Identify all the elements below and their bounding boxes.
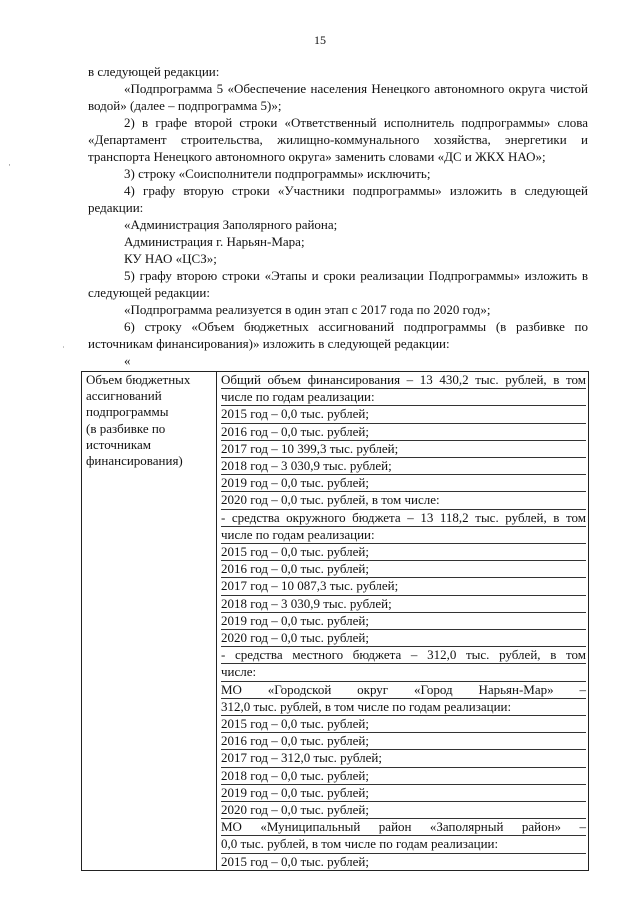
value-line: 2019 год – 0,0 тыс. рублей;	[221, 613, 586, 630]
value-line: 2020 год – 0,0 тыс. рублей, в том числе:	[221, 492, 586, 509]
value-line: 2019 год – 0,0 тыс. рублей;	[221, 785, 586, 802]
value-line: 2018 год – 3 030,9 тыс. рублей;	[221, 596, 586, 613]
label-line: финансирования)	[86, 453, 183, 469]
paragraph: 2) в графе второй строки «Ответственный исполнитель подпрограммы» слова «Департамент строительства, жилищно-коммунального хозяйства, энергетики и транспорта Ненецкого автономного округа» заменить словами «ДС и ЖКХ НАО»;	[88, 115, 588, 164]
value-line: 2016 год – 0,0 тыс. рублей;	[221, 733, 586, 750]
value-line: 2018 год – 3 030,9 тыс. рублей;	[221, 458, 586, 475]
label-line: ассигнований	[86, 388, 162, 404]
value-line: 2016 год – 0,0 тыс. рублей;	[221, 424, 586, 441]
value-line: 2015 год – 0,0 тыс. рублей;	[221, 853, 369, 869]
paragraph: «Подпрограмма 5 «Обеспечение населения Ненецкого автономного округа чистой водой» (далее – подпрограмма 5)»;	[88, 81, 588, 113]
paragraph: 3) строку «Соисполнители подпрограммы» исключить;	[124, 166, 431, 181]
budget-table	[81, 371, 589, 871]
paragraph: в следующей редакции:	[88, 64, 220, 79]
value-line: МО «Муниципальный район «Заполярный район» –	[221, 819, 586, 836]
value-line: 312,0 тыс. рублей, в том числе по годам реализации:	[221, 699, 586, 716]
paragraph: «Администрация Заполярного района;	[124, 217, 338, 232]
label-line: Объем бюджетных	[86, 372, 191, 387]
value-line: - средства местного бюджета – 312,0 тыс. рублей, в том	[221, 647, 586, 664]
value-line: МО «Городской округ «Город Нарьян-Мар» –	[221, 682, 586, 699]
paragraph: 5) графу второю строки «Этапы и сроки реализации Подпрограммы» изложить в следующей редакции:	[88, 268, 588, 300]
paragraph: «Подпрограмма реализуется в один этап с 2017 года по 2020 год»;	[124, 302, 491, 317]
label-line: подпрограммы	[86, 404, 169, 420]
value-line: 2020 год – 0,0 тыс. рублей;	[221, 802, 586, 819]
value-line: 2018 год – 0,0 тыс. рублей;	[221, 768, 586, 785]
value-line: 2017 год – 312,0 тыс. рублей;	[221, 750, 586, 767]
value-line: 2020 год – 0,0 тыс. рублей;	[221, 630, 586, 647]
value-line: 2015 год – 0,0 тыс. рублей;	[221, 544, 586, 561]
value-line: 0,0 тыс. рублей, в том числе по годам реализации:	[221, 836, 586, 853]
page-number: 15	[314, 33, 326, 47]
value-line: Общий объем финансирования – 13 430,2 тыс. рублей, в том	[221, 372, 586, 389]
scan-mark: ˙	[62, 345, 65, 355]
value-line: 2016 год – 0,0 тыс. рублей;	[221, 561, 586, 578]
table-row	[82, 372, 589, 871]
value-line: числе по годам реализации:	[221, 527, 586, 544]
value-line: 2017 год – 10 399,3 тыс. рублей;	[221, 441, 586, 458]
paragraph: 6) строку «Объем бюджетных ассигнований подпрограммы (в разбивке по источникам финансирования)» изложить в следующей редакции:	[88, 319, 588, 351]
label-line: источникам	[86, 436, 151, 452]
value-line: 2015 год – 0,0 тыс. рублей;	[221, 716, 586, 733]
value-line: 2017 год – 10 087,3 тыс. рублей;	[221, 578, 586, 595]
value-line: 2015 год – 0,0 тыс. рублей;	[221, 406, 586, 423]
value-line: - средства окружного бюджета – 13 118,2 тыс. рублей, в том	[221, 510, 586, 527]
scan-mark: ·	[8, 160, 11, 170]
paragraph: 4) графу вторую строки «Участники подпрограммы» изложить в следующей редакции:	[88, 183, 588, 215]
value-line: числе:	[221, 664, 586, 681]
table-label-cell	[82, 372, 217, 871]
table-value-cell	[217, 372, 589, 871]
document-body	[88, 63, 588, 369]
paragraph: «	[124, 353, 131, 368]
paragraph: КУ НАО «ЦСЗ»;	[124, 251, 217, 266]
paragraph: Администрация г. Нарьян-Мара;	[124, 234, 305, 249]
value-line: числе по годам реализации:	[221, 389, 586, 406]
value-line: 2019 год – 0,0 тыс. рублей;	[221, 475, 586, 492]
label-line: (в разбивке по	[86, 420, 166, 436]
